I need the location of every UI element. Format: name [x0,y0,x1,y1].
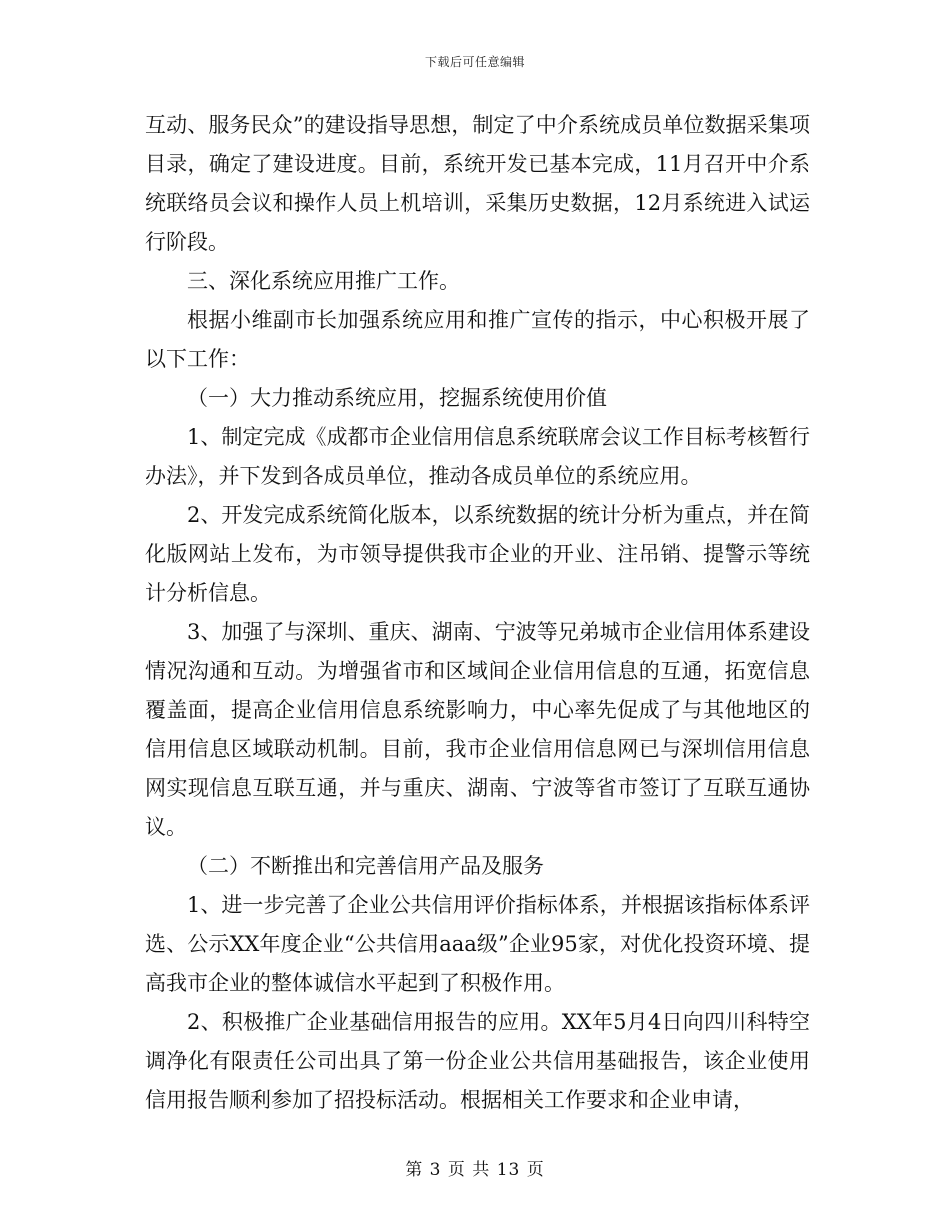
paragraph-3: 根据小维副市长加强系统应用和推广宣传的指示，中心积极开展了以下工作： [145,308,810,371]
section-heading-3: 三、深化系统应用推广工作。 [187,269,460,293]
subsection-heading-2: （二）不断推出和完善信用产品及服务 [187,854,544,878]
paragraph-6: 2、开发完成系统简化版本，以系统数据的统计分析为重点，并在简化版网站上发布，为市领导提供我市企业的开业、注吊销、提警示等统计分析信息。 [145,503,810,605]
paragraph-10: 2、积极推广企业基础信用报告的应用。XX年5月4日向四川科特空调净化有限责任公司出具了第一份企业公共信用基础报告，该企业使用信用报告顺利参加了招投标活动。根据相关工作要求和企业申请， [145,1010,810,1112]
paragraph-5: 1、制定完成《成都市企业信用信息系统联席会议工作目标考核暂行办法》，并下发到各成员单位，推动各成员单位的系统应用。 [145,425,810,488]
paragraph-7: 3、加强了与深圳、重庆、湖南、宁波等兄弟城市企业信用体系建设情况沟通和互动。为增强省市和区域间企业信用信息的互通，拓宽信息覆盖面，提高企业信用信息系统影响力，中心率先促成了与其他地区的信用信息区域联动机制。目前，我市企业信用信息网已与深圳信用信息网实现信息互联互通，并与重庆、湖南、宁波等省市签订了互联互通协议。 [145,620,810,839]
page-header: 下载后可任意编辑 [424,55,525,69]
subsection-heading-1: （一）大力推动系统应用，挖掘系统使用价值 [187,386,607,410]
paragraph-1: 互动、服务民众”的建设指导思想，制定了中介系统成员单位数据采集项目录，确定了建设进度。目前，系统开发已基本完成，11月召开中介系统联络员会议和操作人员上机培训，采集历史数据，12月系统进入试运行阶段。 [145,113,810,254]
paragraph-9: 1、进一步完善了企业公共信用评价指标体系，并根据该指标体系评选、公示XX年度企业“公共信用aaa级”企业95家，对优化投资环境、提高我市企业的整体诚信水平起到了积极作用。 [145,893,810,995]
page-footer: 第 3 页 共 13 页 [405,1160,545,1180]
document-body [145,106,810,1120]
